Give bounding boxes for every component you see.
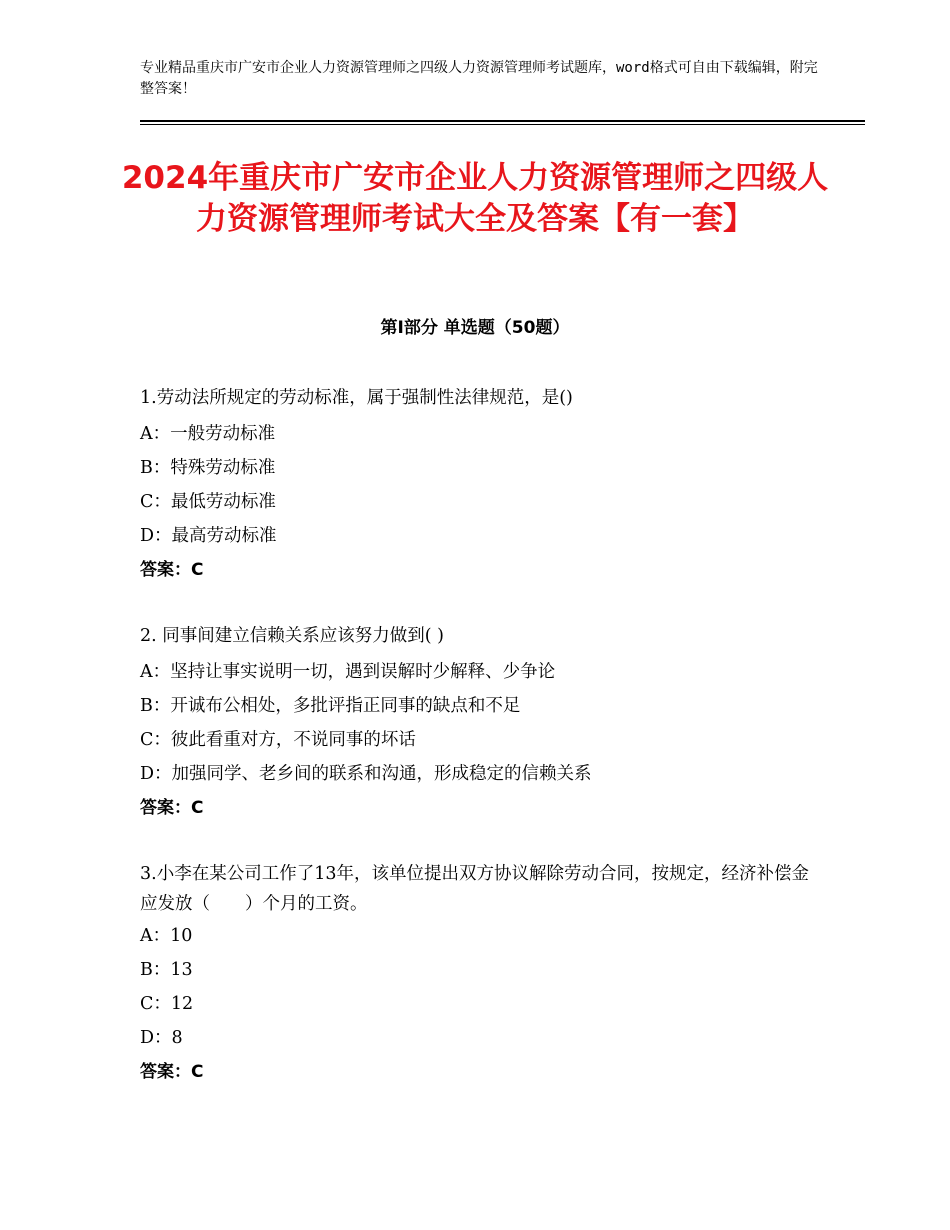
- header-divider: [140, 120, 865, 125]
- question-stem: 1.劳动法所规定的劳动标准，属于强制性法律规范，是(): [140, 388, 573, 408]
- question-list: [140, 383, 820, 1123]
- answer: 答案：C: [140, 798, 204, 818]
- option-b: B：特殊劳动标准: [140, 458, 276, 478]
- question-stem: 2. 同事间建立信赖关系应该努力做到( ): [140, 626, 444, 646]
- option-d: D：8: [140, 1028, 183, 1048]
- section-title: 第Ⅰ部分 单选题（50题）: [380, 318, 570, 338]
- option-c: C：彼此看重对方，不说同事的坏话: [140, 730, 416, 750]
- option-d: D：最高劳动标准: [140, 526, 277, 546]
- option-d: D：加强同学、老乡间的联系和沟通，形成稳定的信赖关系: [140, 764, 592, 784]
- option-b: B：开诚布公相处，多批评指正同事的缺点和不足: [140, 696, 521, 716]
- question-3: [140, 859, 820, 1089]
- option-a: A：10: [140, 926, 193, 946]
- question-1: [140, 383, 820, 587]
- document-title: 2024年重庆市广安市企业人力资源管理师之四级人力资源管理师考试大全及答案【有一套】: [121, 160, 829, 237]
- answer: 答案：C: [140, 560, 204, 580]
- question-stem: 3.小李在某公司工作了13年，该单位提出双方协议解除劳动合同，按规定，经济补偿金应发放（ ）个月的工资。: [140, 864, 809, 914]
- question-2: [140, 621, 820, 825]
- option-a: A：一般劳动标准: [140, 424, 276, 444]
- header-note: 专业精品重庆市广安市企业人力资源管理师之四级人力资源管理师考试题库，word格式可自由下载编辑，附完整答案！: [140, 60, 818, 97]
- option-c: C：最低劳动标准: [140, 492, 276, 512]
- option-b: B：13: [140, 960, 193, 980]
- option-c: C：12: [140, 994, 194, 1014]
- option-a: A：坚持让事实说明一切，遇到误解时少解释、少争论: [140, 662, 556, 682]
- answer: 答案：C: [140, 1062, 204, 1082]
